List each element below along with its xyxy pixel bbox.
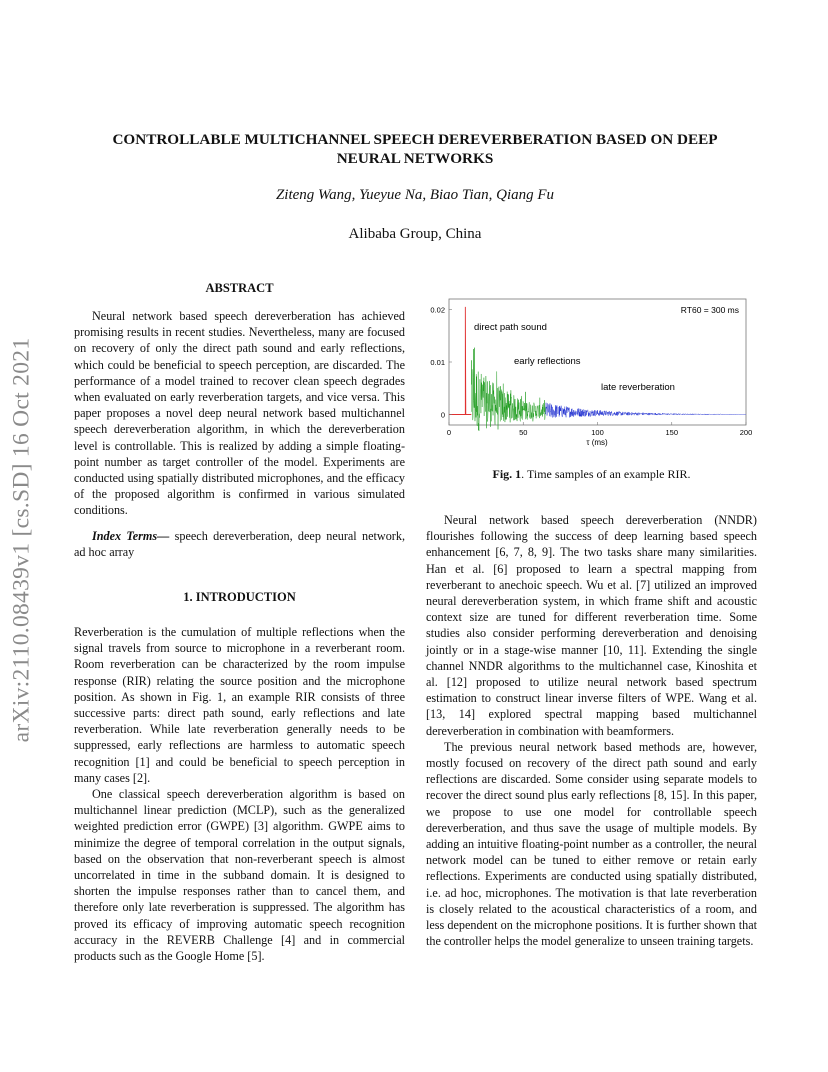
annotation-rt60: RT60 = 300 ms [680,305,739,315]
x-tick-label: 100 [591,428,604,437]
intro-paragraph-2: One classical speech dereverberation algorithm is based on multichannel linear prediction (MCLP), such as the generalized weighted prediction error (GWPE) [3] algorithm. GWPE aims to minimize the degree of temporal correlation in the output signals, based on the observation that non-reverberant speech is almost uncorrelated in time in the subband domain. It is designed to shorten the impulse responses rather than to cancel them, and therefore only late reverberation is suppressed. The algorithm has proved its efficacy of improving automatic speech recognition accuracy in the REVERB Challenge [4] and in commercial products such as the Google Home [5]. [74,787,405,964]
x-tick-label: 150 [665,428,679,437]
title-line-2: NEURAL NETWORKS [336,150,494,167]
index-terms-text: speech dereverberation, deep neural network, ad hoc array [74,529,405,560]
right-body [426,512,757,949]
abstract-heading: ABSTRACT [205,281,274,295]
annotation-late: late reverberation [601,382,675,393]
x-tick-label: 50 [519,428,528,437]
intro-paragraph-1: Reverberation is the cumulation of multiple reflections when the signal travels from source to microphone in a reverberant room. Room reverberation can be characterized by the room impulse response (RIR) relating the source position and the microphone position. As shown in Fig. 1, an example RIR consists of three successive parts: direct path sound, early reflections and late reverberation. While late reverberation generally needs to be suppressed, early reflections are harmless to automatic speech recognition [1] and could be beneficial to speech perception in many cases [2]. [74,625,405,785]
intro-body [74,624,405,964]
intro-heading: 1. INTRODUCTION [183,590,296,604]
affiliation: Alibaba Group, China [348,226,482,242]
annotation-early: early reflections [514,356,581,367]
abstract-body [74,308,405,519]
index-terms-label: Index Terms— [92,529,170,543]
paper-title [70,130,760,168]
figure-caption-label: Fig. 1 [492,467,522,481]
y-tick-label: 0.02 [430,305,445,315]
arxiv-stamp-text: arXiv:2110.08439v1 [cs.SD] 16 Oct 2021 [8,337,35,743]
authors: Ziteng Wang, Yueyue Na, Biao Tian, Qiang Fu [275,187,555,203]
plot-frame [449,299,746,425]
rir-chart [420,293,765,453]
y-tick-label: 0 [440,410,445,420]
y-tick-label: 0.01 [430,358,445,367]
annotation-direct: direct path sound [474,322,547,333]
figure-caption-text: . Time samples of an example RIR. [521,467,691,481]
x-tick-label: 0 [446,428,452,437]
figure-caption [426,467,757,482]
title-line-1: CONTROLLABLE MULTICHANNEL SPEECH DEREVERBERATION BASED ON DEEP [112,131,718,148]
x-axis-label: τ (ms) [586,438,608,447]
abstract-text: Neural network based speech dereverberation has achieved promising results in recent studies. Nevertheless, many are focused on recovery of only the direct path sound and early reflections, which could be beneficial to speech perception, are discarded. The performance of a model trained to recover clean speech degrades when evaluated on early reverberation targets, and vice versa. This paper proposes a novel deep neural network based multichannel speech dereverberation algorithm, in which the dereverberation level is controllable. This is realized by adding a simple floating-point number as target controller of the model. Experiments are conducted using spatially distributed microphones, and the efficacy of the proposed algorithm is confirmed in various simulated conditions. [74,309,405,518]
right-paragraph-1: Neural network based speech dereverberation (NNDR) flourishes following the success of deep learning based speech enhancement [6, 7, 8, 9]. The two tasks share many similarities. Han et al. [6] proposed to learn a spectral mapping from reverberant to anechoic speech. Wu et al. [7] utilized an improved neural dereverberation system, in which frame shift and acoustic context size are tuned for different reverberation time. Some studies also consider performing dereverberation and denoising jointly or in a stage-wise manner [10, 11]. Extending the single channel NNDR algorithms to the multichannel case, Kinoshita et al. [12] proposed to utilize neural network based spectrum estimation to construct linear inverse filters of WPE. Wang et al. [13, 14] explored spectral mapping based multichannel dereverberation in combination with beamformers. [426,513,757,738]
x-tick-label: 200 [739,428,753,437]
right-paragraph-2: The previous neural network based methods are, however, mostly focused on recovery of the direct path sound and early reflections are discarded. Some consider using separate models to recover the direct sound plus early reflections [8, 15]. In this paper, we propose to use one model for controllable speech dereverberation, and thus save the usage of multiple models. By adding an intuitive floating-point number as a controller, the neural network model can be tuned to either remove or retain early reflections. Experiments are conducted using spatially distributed, i.e. ad hoc, microphones. The motivation is that late reverberation is closely related to the acoustical characteristics of a room, and less dependent on the microphone positions. It is further shown that the controller helps the model generalize to unseen training targets. [426,739,757,949]
index-terms [74,528,405,560]
